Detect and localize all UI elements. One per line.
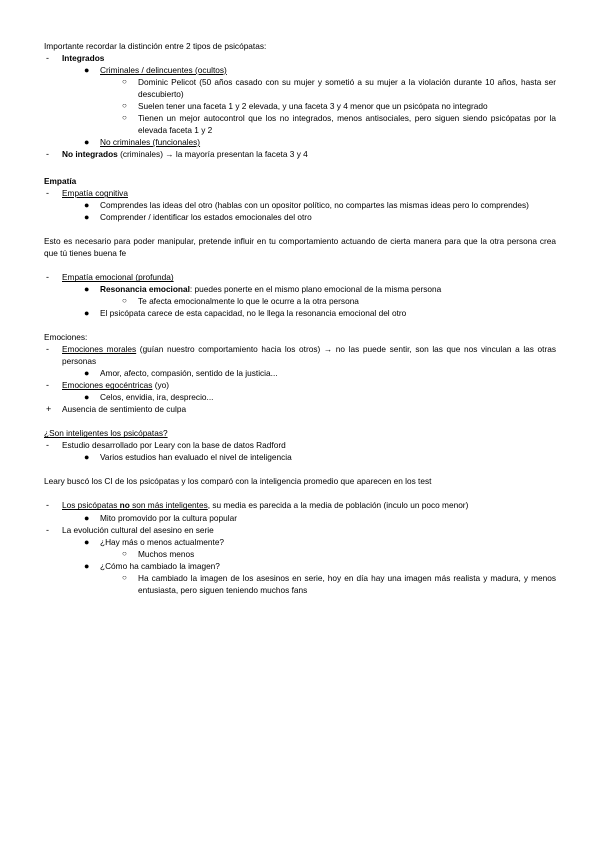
no-criminales-label: No criminales (funcionales) (100, 137, 201, 148)
list-item (44, 439, 556, 451)
no-mas-post: son más inteligentes (129, 500, 208, 511)
emociones-ego-rest: (yo) (152, 380, 170, 391)
resonancia-rest: : puedes ponerte en el mismo plano emocional de la misma persona (189, 284, 442, 295)
list-item (44, 271, 556, 283)
leary-paragraph: Leary buscó los CI de los psicópatas y los comparó con la inteligencia promedio que aparecen en los test (44, 476, 432, 487)
como-cambiado-text: ¿Cómo ha cambiado la imagen? (100, 560, 220, 571)
list-item (44, 100, 556, 112)
no-integrados-bold: No integrados (62, 149, 118, 160)
faceta-12-text: Suelen tener una faceta 1 y 2 elevada, y una faceta 3 y 4 menor que un psicópata no integrado (138, 101, 488, 112)
circle-bullet-icon: ○ (122, 101, 127, 111)
circle-bullet-icon: ○ (122, 572, 127, 582)
list-item (44, 379, 556, 391)
list-item (44, 112, 556, 136)
dot-bullet-icon: ● (84, 308, 90, 319)
dash-bullet-icon: - (46, 272, 49, 283)
dash-bullet-icon: - (46, 344, 49, 355)
emociones-morales-rest: (guían nuestro comportamiento hacia los otros) → no las puede sentir, son las que nos vinculan a las otras personas (62, 344, 556, 367)
circle-bullet-icon: ○ (122, 548, 127, 558)
no-mas-bold: no (119, 500, 130, 511)
pelicot-text: Dominic Pelicot (50 años casado con su mujer y sometió a su mujer a la violación durante 10 años, hasta ser descubierto) (138, 77, 556, 100)
evolucion-label: La evolución cultural del asesino en serie (62, 524, 214, 535)
dash-bullet-icon: - (46, 380, 49, 391)
empatia-cognitiva-label: Empatía cognitiva (62, 188, 128, 199)
list-item (44, 187, 556, 199)
list-item (44, 52, 556, 64)
no-integrados-rest: (criminales) → la mayoría presentan la faceta 3 y 4 (117, 149, 308, 160)
criminales-label: Criminales / delincuentes (ocultos) (100, 65, 227, 76)
emociones-morales-line (62, 343, 556, 367)
amor-text: Amor, afecto, compasión, sentido de la justicia... (100, 368, 278, 379)
empatia-cog-1: Comprendes las ideas del otro (hablas con un opositor político, no compartes las mismas ideas pero lo comprendes) (100, 200, 529, 211)
intro-paragraph: Importante recordar la distinción entre 2 tipos de psicópatas: (44, 41, 267, 51)
list-item (44, 499, 556, 511)
list-item (44, 295, 556, 307)
list-item (44, 199, 556, 211)
carece-text: El psicópata carece de esta capacidad, no le llega la resonancia emocional del otro (100, 308, 407, 319)
dash-bullet-icon: - (46, 524, 49, 535)
no-mas-inteligentes-line (62, 499, 556, 511)
empatia-heading: Empatía (44, 176, 77, 187)
list-item (44, 283, 556, 295)
dot-bullet-icon: ● (84, 137, 90, 148)
autocontrol-text: Tienen un mejor autocontrol que los no integrados, menos antisociales, pero siguen siendo psicópatas por la elevada faceta 1 y 2 (138, 113, 556, 136)
emociones-morales-label: Emociones morales (62, 344, 137, 355)
list-item (44, 367, 556, 379)
resonancia-line (100, 283, 556, 295)
list-item (44, 524, 556, 536)
varios-estudios-text: Varios estudios han evaluado el nivel de inteligencia (100, 452, 292, 463)
dash-bullet-icon: - (46, 440, 49, 451)
dot-bullet-icon: ● (84, 512, 90, 523)
no-mas-rest: , su media es parecida a la media de población (inculo un poco menor) (207, 500, 469, 511)
list-item (44, 307, 556, 319)
emociones-ego-line (62, 379, 556, 391)
celos-text: Celos, envidia, ira, desprecio... (100, 392, 214, 403)
dot-bullet-icon: ● (84, 560, 90, 571)
circle-bullet-icon: ○ (122, 77, 127, 87)
hay-mas-text: ¿Hay más o menos actualmente? (100, 536, 225, 547)
list-item (44, 560, 556, 572)
no-integrados-line (62, 148, 556, 160)
dot-bullet-icon: ● (84, 392, 90, 403)
list-item (44, 536, 556, 548)
dot-bullet-icon: ● (84, 200, 90, 211)
manipular-paragraph: Esto es necesario para poder manipular, pretende influir en tu comportamiento actuando de cierta manera para que la otra persona crea que tú tienes buena fe (44, 236, 556, 259)
list-item (44, 512, 556, 524)
leary-estudio-text: Estudio desarrollado por Leary con la base de datos Radford (62, 440, 286, 451)
dot-bullet-icon: ● (84, 452, 90, 463)
dot-bullet-icon: ● (84, 368, 90, 379)
resonancia-bold: Resonancia emocional (100, 284, 190, 295)
list-item (44, 572, 556, 596)
list-item (44, 211, 556, 223)
empatia-cog-2: Comprender / identificar los estados emocionales del otro (100, 212, 312, 223)
emociones-heading: Emociones: (44, 332, 88, 343)
dash-bullet-icon: - (46, 149, 49, 160)
ausencia-text: Ausencia de sentimiento de culpa (62, 404, 187, 415)
no-mas-pre: Los psicópatas (62, 500, 120, 511)
emociones-ego-label: Emociones egocéntricas (62, 380, 153, 391)
dot-bullet-icon: ● (84, 212, 90, 223)
list-item (44, 136, 556, 148)
ha-cambiado-text: Ha cambiado la imagen de los asesinos en serie, hoy en día hay una imagen más realista y madura, y menos entusiasta, pero siguen teniendo muchos fans (138, 572, 556, 595)
circle-bullet-icon: ○ (122, 296, 127, 306)
dash-bullet-icon: - (46, 500, 49, 511)
list-item (44, 64, 556, 76)
list-item (44, 548, 556, 560)
te-afecta-text: Te afecta emocionalmente lo que le ocurre a la otra persona (138, 296, 359, 307)
muchos-menos-text: Muchos menos (138, 548, 195, 559)
plus-bullet-icon: + (46, 404, 52, 415)
dot-bullet-icon: ● (84, 284, 90, 295)
integrados-label: Integrados (62, 53, 105, 64)
dot-bullet-icon: ● (84, 65, 90, 76)
mito-text: Mito promovido por la cultura popular (100, 512, 237, 523)
list-item (44, 343, 556, 367)
dash-bullet-icon: - (46, 188, 49, 199)
list-item (44, 391, 556, 403)
list-item (44, 148, 556, 160)
inteligentes-heading: ¿Son inteligentes los psicópatas? (44, 428, 168, 439)
dash-bullet-icon: - (46, 53, 49, 64)
dot-bullet-icon: ● (84, 536, 90, 547)
list-item (44, 76, 556, 100)
circle-bullet-icon: ○ (122, 113, 127, 123)
empatia-emocional-label: Empatía emocional (profunda) (62, 272, 174, 283)
list-item (44, 403, 556, 415)
list-item (44, 451, 556, 463)
